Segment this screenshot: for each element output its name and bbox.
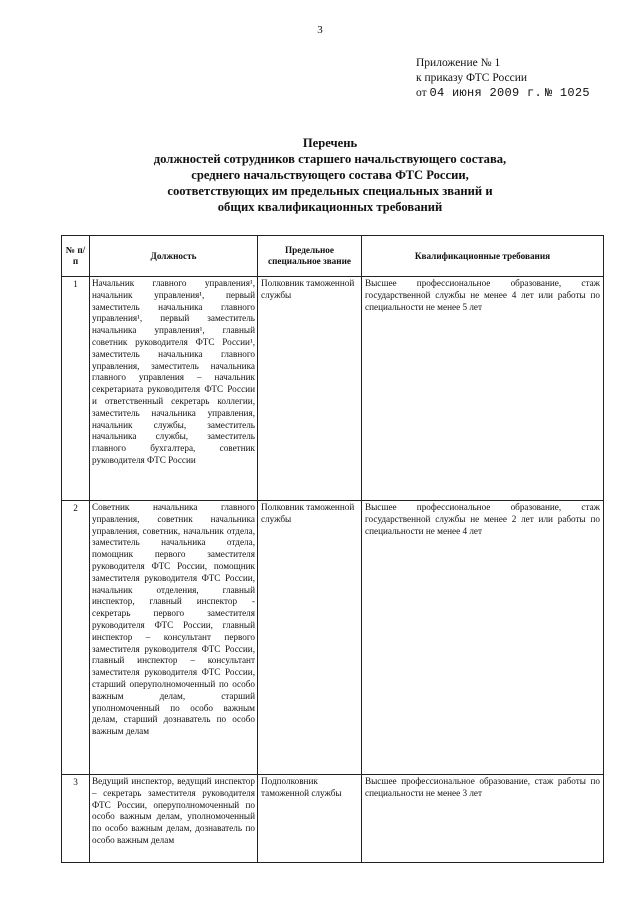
header-rank: Предельное специальное звание: [258, 236, 362, 277]
document-title: [60, 135, 600, 215]
header-requirements: Квалификационные требования: [362, 236, 604, 277]
row-rank: Подполковник таможенной службы: [258, 775, 362, 863]
appendix-block: [416, 56, 590, 101]
positions-table: [61, 235, 604, 863]
appendix-line-2: к приказу ФТС России: [416, 72, 527, 84]
page-number: 3: [317, 24, 323, 36]
row-requirements: Высшее профессиональное образование, стаж государственной службы не менее 2 лет или работы по специальности не менее 4 лет: [362, 501, 604, 775]
table-row: [62, 501, 604, 775]
title-line: должностей сотрудников старшего начальствующего состава,: [153, 152, 507, 166]
row-num: 3: [62, 775, 90, 863]
row-position: Ведущий инспектор, ведущий инспектор – секретарь заместителя руководителя ФТС России, оперуполномоченный по особо важным делам, уполномоченный по особо важным делам, дознаватель по особо важным делам: [90, 775, 258, 863]
header-position: Должность: [90, 236, 258, 277]
row-position: Советник начальника главного управления, советник начальника управления, советник, начальник отдела, заместитель начальника отдела, помощник первого заместителя руководителя ФТС России, помощник заместителя руководителя ФТС России, начальник отделения, главный инспектор, главный инспектор - секретарь первого заместителя руководителя ФТС России, главный инспектор – консультант первого заместителя руководителя ФТС России, главный инспектор – консультант заместителя руководителя ФТС России, старший оперуполномоченный по особо важным делам, старший уполномоченный по особо важным делам, старший дознаватель по особо важным делам: [90, 501, 258, 775]
appendix-line-3: [416, 86, 590, 101]
title-line: соответствующих им предельных специальных званий и: [167, 184, 493, 198]
row-rank: Полковник таможенной службы: [258, 501, 362, 775]
title-line: Перечень: [302, 136, 358, 150]
table-row: [62, 775, 604, 863]
appendix-date-prefix: от: [416, 87, 427, 99]
row-num: 2: [62, 501, 90, 775]
table-header-row: [62, 236, 604, 277]
appendix-date: 04 июня 2009 г.: [429, 86, 543, 100]
title-line: среднего начальствующего состава ФТС России,: [191, 168, 469, 182]
header-num: № п/п: [62, 236, 90, 277]
table-row: [62, 277, 604, 501]
row-num: 1: [62, 277, 90, 501]
row-rank: Полковник таможенной службы: [258, 277, 362, 501]
row-requirements: Высшее профессиональное образование, стаж государственной службы не менее 4 лет или работы по специальности не менее 5 лет: [362, 277, 604, 501]
row-requirements: Высшее профессиональное образование, стаж работы по специальности не менее 3 лет: [362, 775, 604, 863]
appendix-order-number: № 1025: [544, 86, 590, 100]
row-position: Начальник главного управления¹, начальник управления¹, первый заместитель начальника главного управления¹, первый заместитель начальника управления¹, главный советник руководителя ФТС России¹, заместитель начальника главного управления, заместитель начальника главного управления – начальник секретариата руководителя ФТС России и ответственный секретарь коллегии, заместитель начальника управления, начальник службы, заместитель начальника службы, заместитель главного бухгалтера, советник руководителя ФТС России: [90, 277, 258, 501]
appendix-line-1: Приложение № 1: [416, 57, 501, 69]
title-line: общих квалификационных требований: [217, 200, 443, 214]
